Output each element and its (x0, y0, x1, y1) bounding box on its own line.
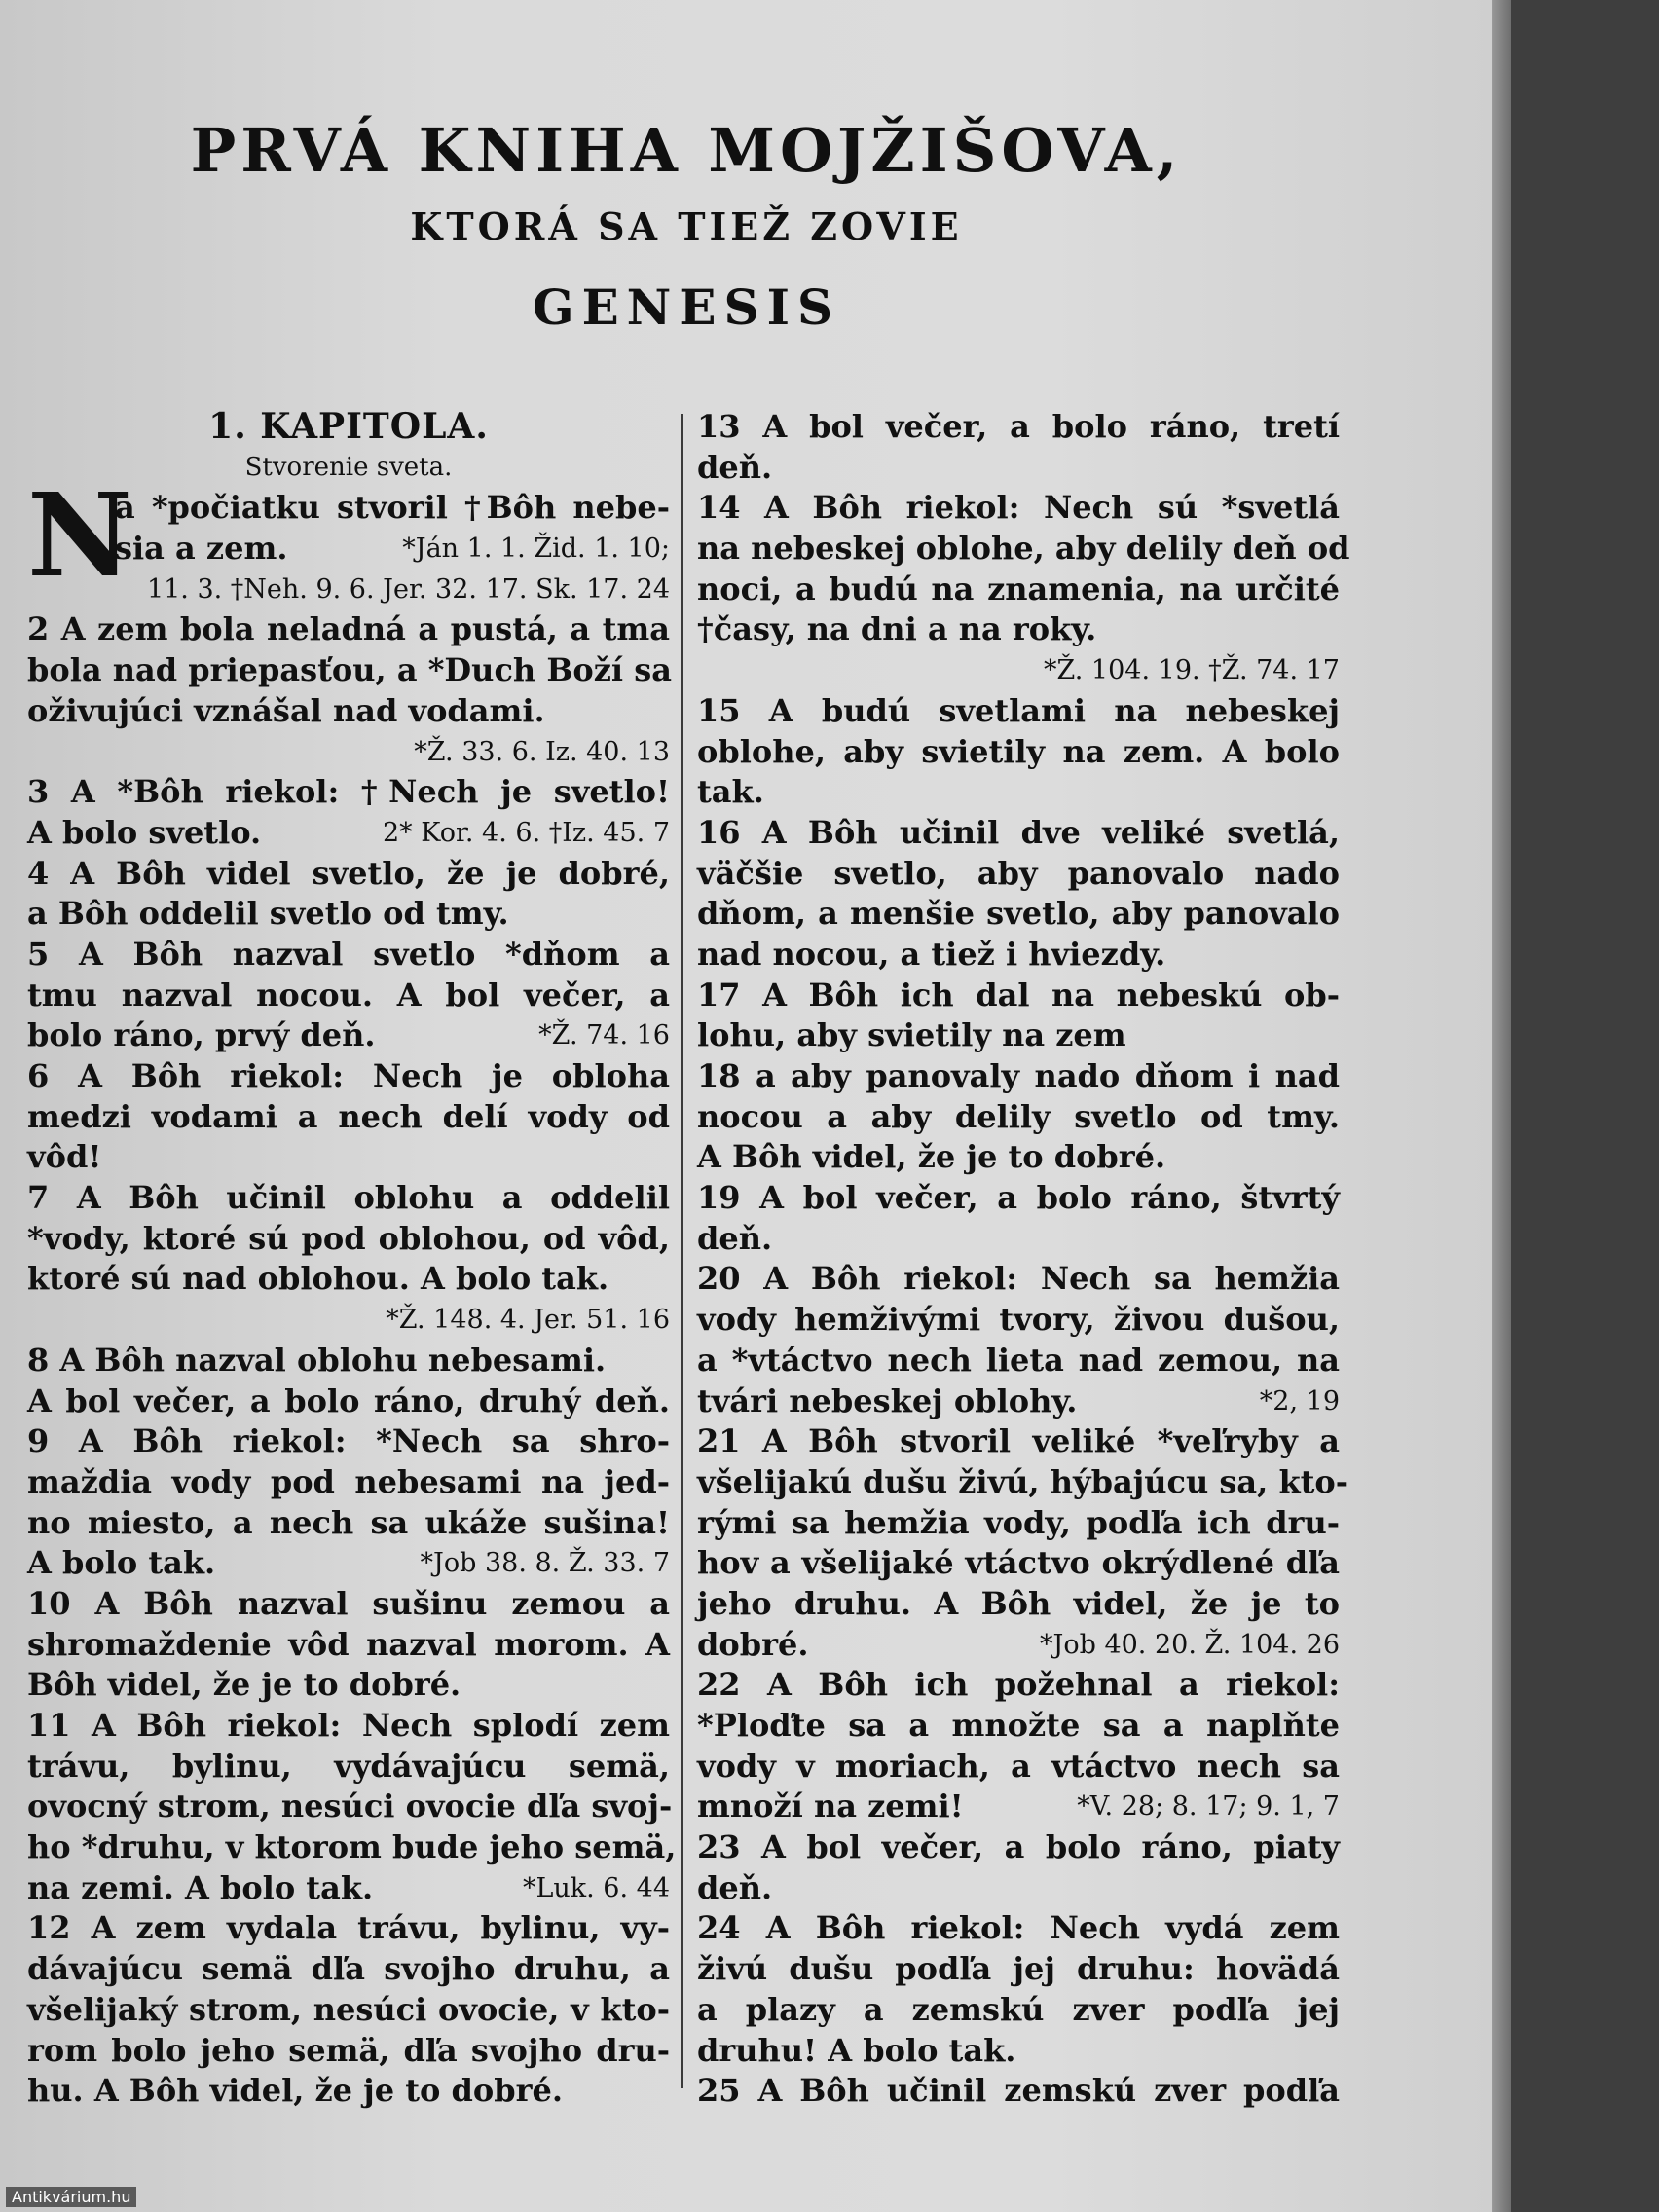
text-line: 11 A Bôh riekol: Nech splodí zem (27, 1707, 670, 1744)
text-line: *Ploďte sa a množte sa a naplňte (697, 1707, 1340, 1744)
text-line: rými sa hemžia vody, podľa ich dru- (697, 1503, 1340, 1541)
text-line: 6 A Bôh riekol: Nech je obloha (27, 1057, 670, 1094)
text-line: 8 A Bôh nazval oblohu nebesami. (27, 1341, 607, 1379)
text-line: množí na zemi! (697, 1788, 964, 1825)
cross-reference: *V. 28; 8. 17; 9. 1, 7 (1077, 1791, 1340, 1823)
text-line: všelijakú dušu živú, hýbajúcu sa, kto- (697, 1462, 1349, 1500)
text-line-group (697, 1787, 1340, 1827)
text-line-group (697, 1625, 1340, 1666)
text-line-group (27, 1868, 670, 1909)
text-line: †časy, na dni a na roky. (697, 610, 1097, 648)
text-line-group (27, 1543, 670, 1584)
right-column (697, 407, 1350, 2112)
text-line: maždia vody pod nebesami na jed- (27, 1462, 670, 1500)
text-line: všelijaký strom, nesúci ovocie, v kto- (27, 1990, 670, 2028)
text-line: no miesto, a nech sa ukáže sušina! (27, 1503, 670, 1541)
text-line: medzi vodami a nech delí vody od (27, 1097, 670, 1135)
text-line: dávajúcu semä dľa svojho druhu, a (27, 1950, 670, 1988)
text-line: tmu nazval nocou. A bol večer, a (27, 976, 670, 1014)
text-line: hov a všelijaké vtáctvo okrýdlené dľa (697, 1544, 1340, 1582)
text-line: 20 A Bôh riekol: Nech sa hemžia (697, 1260, 1340, 1298)
cross-reference: *Ján 1. 1. Žid. 1. 10; (402, 534, 670, 565)
text-line: vody v moriach, a vtáctvo nech sa (697, 1747, 1340, 1785)
text-line: väčšie svetlo, aby panovalo nado (697, 854, 1340, 892)
text-line: deň. (697, 448, 773, 486)
text-line: Bôh videl, že je to dobré. (27, 1666, 461, 1704)
text-line: na nebeskej oblohe, aby delily deň od (697, 530, 1350, 568)
text-line: ovocný strom, nesúci ovocie dľa svoj- (27, 1788, 673, 1825)
text-line: oblohe, aby svietily na zem. A bolo (697, 732, 1340, 770)
text-line: 10 A Bôh nazval sušinu zemou a (27, 1584, 670, 1622)
text-line: shromaždenie vôd nazval morom. A (27, 1625, 670, 1663)
text-line-group (27, 813, 670, 854)
text-line: trávu, bylinu, vydávajúcu semä, (27, 1747, 670, 1785)
text-line: tak. (697, 773, 764, 811)
cross-reference: *Job 40. 20. Ž. 104. 26 (1040, 1629, 1340, 1660)
cross-reference: *Job 38. 8. Ž. 33. 7 (420, 1548, 670, 1579)
text-line: a *počiatku stvoril †Bôh nebe- (115, 489, 670, 527)
text-line: vody hemživými tvory, živou dušou, (697, 1301, 1340, 1339)
text-line: deň. (697, 1219, 773, 1257)
text-line: 19 A bol večer, a bolo ráno, štvrtý (697, 1179, 1340, 1217)
text-line: 12 A zem vydala trávu, bylinu, vy- (27, 1909, 670, 1947)
text-line: druhu! A bolo tak. (697, 2031, 1016, 2069)
column-divider (681, 414, 683, 2088)
cross-reference: 2* Kor. 4. 6. †Iz. 45. 7 (382, 817, 670, 848)
text-line: 7 A Bôh učinil oblohu a oddelil (27, 1179, 670, 1217)
text-line: bola nad priepasťou, a *Duch Boží sa (27, 651, 672, 689)
text-line: A bolo svetlo. (27, 813, 262, 851)
text-line: A bolo tak. (27, 1544, 216, 1582)
text-line-group (697, 1382, 1340, 1422)
text-line: 16 A Bôh učinil dve veliké svetlá, (697, 813, 1340, 851)
text-line: nocou a aby delily svetlo od tmy. (697, 1097, 1340, 1135)
text-line: bolo ráno, prvý deň. (27, 1016, 376, 1054)
text-line: živú dušu podľa jej druhu: hovädá (697, 1950, 1340, 1988)
cross-reference: *2, 19 (1259, 1385, 1340, 1417)
text-line: ktoré sú nad oblohou. A bolo tak. (27, 1260, 609, 1298)
text-line: oživujúci vznášal nad vodami. (27, 691, 545, 729)
text-line-group (27, 529, 670, 570)
drop-cap: N (27, 467, 132, 603)
page-title: PRVÁ KNIHA MOJŽIŠOVA, (190, 115, 1183, 186)
text-line: dobré. (697, 1625, 809, 1663)
cross-reference: *Ž. 74. 16 (538, 1020, 670, 1051)
cross-reference: *Luk. 6. 44 (522, 1872, 670, 1903)
cross-reference: *Ž. 104. 19. †Ž. 74. 17 (1043, 655, 1340, 686)
book-name: GENESIS (532, 278, 841, 336)
text-line: sia a zem. (115, 530, 288, 568)
text-line: jeho druhu. A Bôh videl, že je to (697, 1584, 1340, 1622)
text-line: deň. (697, 1868, 773, 1906)
text-line: 25 A Bôh učinil zemskú zver podľa (697, 2072, 1340, 2110)
text-line: 22 A Bôh ich požehnal a riekol: (697, 1666, 1340, 1704)
cross-reference: *Ž. 33. 6. Iz. 40. 13 (414, 736, 670, 767)
text-line: ho *druhu, v ktorom bude jeho semä, (27, 1828, 677, 1866)
text-line: 9 A Bôh riekol: *Nech sa shro- (27, 1422, 670, 1460)
text-line: a plazy a zemskú zver podľa jej (697, 1990, 1340, 2028)
text-line: tvári nebeskej oblohy. (697, 1382, 1078, 1419)
chapter-heading: 1. KAPITOLA. (208, 406, 489, 447)
text-line: na zemi. A bolo tak. (27, 1868, 374, 1906)
text-line: a Bôh oddelil svetlo od tmy. (27, 895, 509, 933)
text-line: 3 A *Bôh riekol: †Nech je svetlo! (27, 773, 670, 811)
text-line: 23 A bol večer, a bolo ráno, piaty (697, 1828, 1340, 1866)
text-line: dňom, a menšie svetlo, aby panovalo (697, 895, 1340, 933)
page-subtitle: KTORÁ SA TIEŽ ZOVIE (410, 204, 963, 248)
text-line: 24 A Bôh riekol: Nech vydá zem (697, 1909, 1340, 1947)
text-line-group (27, 1015, 670, 1056)
text-line: hu. A Bôh videl, že je to dobré. (27, 2072, 563, 2110)
cross-reference: 11. 3. †Neh. 9. 6. Jer. 32. 17. Sk. 17. 24 (146, 573, 670, 605)
book-edge (1492, 0, 1511, 2212)
text-line: lohu, aby svietily na zem (697, 1016, 1126, 1054)
left-column (27, 406, 677, 2112)
cross-reference: *Ž. 148. 4. Jer. 51. 16 (386, 1305, 670, 1336)
text-line: 5 A Bôh nazval svetlo *dňom a (27, 935, 670, 973)
text-line: A bol večer, a bolo ráno, druhý deň. (27, 1382, 670, 1419)
text-line: nad nocou, a tiež i hviezdy. (697, 935, 1166, 973)
text-line: noci, a budú na znamenia, na určité (697, 570, 1340, 608)
text-line: 15 A budú svetlami na nebeskej (697, 691, 1340, 729)
text-line: A Bôh videl, že je to dobré. (697, 1138, 1166, 1176)
text-line: 14 A Bôh riekol: Nech sú *svetlá (697, 489, 1340, 527)
text-line: 4 A Bôh videl svetlo, že je dobré, (27, 854, 670, 892)
text-line: 21 A Bôh stvoril veliké *veľryby a (697, 1422, 1340, 1460)
text-line: 2 A zem bola neladná a pustá, a tma (27, 610, 670, 648)
watermark: Antikvárium.hu (6, 2187, 136, 2207)
text-line: vôd! (27, 1138, 102, 1176)
text-line: 13 A bol večer, a bolo ráno, tretí (697, 408, 1340, 445)
text-line: 17 A Bôh ich dal na nebeskú ob- (697, 976, 1340, 1014)
text-line: a *vtáctvo nech lieta nad zemou, na (697, 1341, 1340, 1379)
chapter-subheading: Stvorenie sveta. (244, 452, 453, 482)
text-line: rom bolo jeho semä, dľa svojho dru- (27, 2031, 670, 2069)
text-line: 18 a aby panovaly nado dňom i nad (697, 1057, 1340, 1094)
text-line: *vody, ktoré sú pod oblohou, od vôd, (27, 1219, 670, 1257)
